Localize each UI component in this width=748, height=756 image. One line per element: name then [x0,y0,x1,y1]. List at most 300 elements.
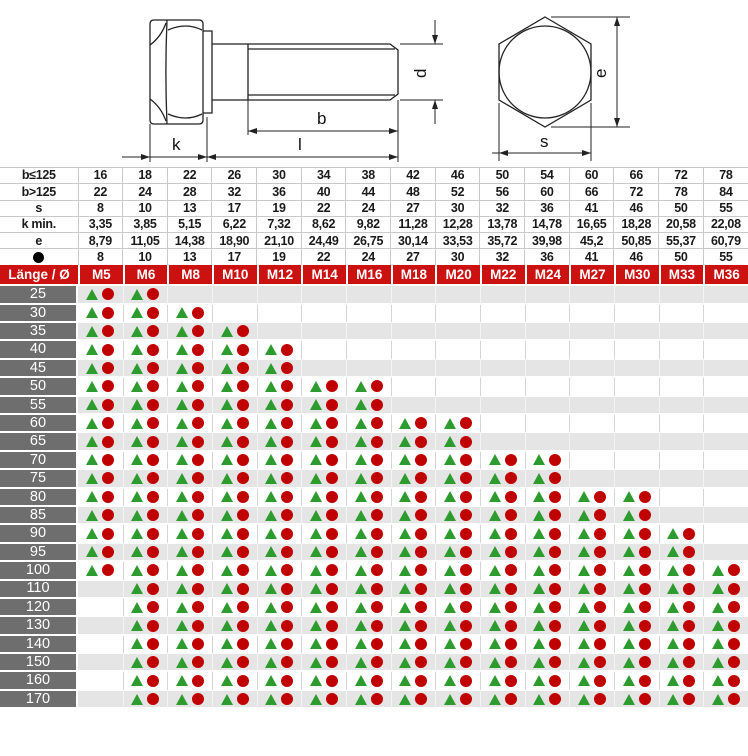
matrix-row-120 [0,599,748,617]
availability-cell-filled [123,341,168,359]
matrix-col-header-m27: M27 [569,265,614,286]
availability-cell-filled [301,599,346,617]
red-circle-marker-icon [102,399,114,411]
red-circle-marker-icon [102,307,114,319]
green-triangle-marker-icon [221,454,233,465]
matrix-row-90 [0,525,748,543]
spec-value: 28 [167,184,212,200]
availability-cell-filled [703,617,748,635]
availability-cell-filled [257,544,302,562]
green-triangle-marker-icon [399,528,411,539]
green-triangle-marker-icon [265,638,277,649]
length-label: 75 [0,470,78,488]
green-triangle-marker-icon [86,510,98,521]
red-circle-marker-icon [549,454,561,466]
red-circle-marker-icon [192,307,204,319]
availability-cell-filled [525,525,570,543]
green-triangle-marker-icon [265,657,277,668]
arrowhead [389,154,398,160]
red-circle-marker-icon [415,693,427,705]
green-triangle-marker-icon [310,638,322,649]
availability-cell-filled [525,672,570,690]
red-circle-marker-icon [549,601,561,613]
availability-cell-filled [78,507,123,525]
red-circle-marker-icon [371,601,383,613]
red-circle-marker-icon [594,620,606,632]
availability-cell-filled [703,636,748,654]
red-circle-marker-icon [683,601,695,613]
availability-cell-filled [123,323,168,341]
availability-cell-filled [525,691,570,709]
length-label: 85 [0,507,78,525]
red-circle-marker-icon [192,472,204,484]
red-circle-marker-icon [281,362,293,374]
spec-value: 19 [257,249,302,265]
availability-cell-empty [78,581,123,599]
availability-cell-filled [167,378,212,396]
green-triangle-marker-icon [86,399,98,410]
availability-cell-filled [525,544,570,562]
availability-cell-empty [480,305,525,323]
red-circle-marker-icon [147,472,159,484]
availability-cell-empty [659,378,704,396]
red-circle-marker-icon [192,656,204,668]
availability-cell-empty [78,691,123,709]
green-triangle-marker-icon [176,602,188,613]
spec-value: 27 [391,200,436,216]
green-triangle-marker-icon [176,675,188,686]
red-circle-marker-icon [460,509,472,521]
red-circle-marker-icon [147,528,159,540]
availability-cell-filled [123,672,168,690]
availability-cell-filled [435,617,480,635]
green-triangle-marker-icon [623,657,635,668]
availability-cell-filled [301,433,346,451]
availability-cell-filled [212,581,257,599]
availability-cell-filled [257,433,302,451]
availability-cell-empty [78,636,123,654]
availability-cell-filled [525,654,570,672]
green-triangle-marker-icon [667,528,679,539]
length-label: 90 [0,525,78,543]
availability-cell-empty [569,433,614,451]
dimension-label-d: d [411,68,430,78]
red-circle-marker-icon [237,675,249,687]
matrix-col-header-m16: M16 [346,265,391,286]
green-triangle-marker-icon [623,510,635,521]
green-triangle-marker-icon [489,657,501,668]
availability-cell-empty [346,286,391,304]
spec-row-label-k-min: k min. [0,216,78,232]
availability-cell-filled [257,415,302,433]
green-triangle-marker-icon [265,381,277,392]
green-triangle-marker-icon [355,473,367,484]
red-circle-marker-icon [505,638,517,650]
green-triangle-marker-icon [399,638,411,649]
green-triangle-marker-icon [533,602,545,613]
red-circle-marker-icon [237,380,249,392]
availability-cell-filled [212,617,257,635]
availability-cell-filled [78,452,123,470]
availability-cell-filled [346,415,391,433]
length-label: 35 [0,323,78,341]
green-triangle-marker-icon [221,546,233,557]
spec-value: 22 [167,168,212,184]
availability-cell-filled [480,617,525,635]
red-circle-marker-icon [371,380,383,392]
availability-cell-filled [614,544,659,562]
length-label: 120 [0,599,78,617]
red-circle-marker-icon [102,509,114,521]
availability-cell-filled [569,617,614,635]
spec-row-b-le-125 [0,168,748,184]
availability-cell-filled [569,581,614,599]
availability-cell-empty [257,305,302,323]
green-triangle-marker-icon [399,454,411,465]
availability-cell-filled [614,672,659,690]
green-triangle-marker-icon [310,565,322,576]
availability-cell-filled [435,507,480,525]
green-triangle-marker-icon [310,528,322,539]
red-circle-marker-icon [594,583,606,595]
green-triangle-marker-icon [221,583,233,594]
availability-cell-filled [123,507,168,525]
red-circle-marker-icon [505,546,517,558]
availability-cell-filled [435,581,480,599]
green-triangle-marker-icon [444,418,456,429]
red-circle-marker-icon [147,380,159,392]
red-circle-marker-icon [639,583,651,595]
red-circle-marker-icon [281,472,293,484]
red-circle-marker-icon [281,638,293,650]
green-triangle-marker-icon [86,344,98,355]
red-circle-marker-icon [371,638,383,650]
availability-cell-filled [480,654,525,672]
availability-cell-filled [257,507,302,525]
availability-cell-filled [123,617,168,635]
availability-cell-filled [614,599,659,617]
availability-cell-filled [659,672,704,690]
red-circle-marker-icon [505,675,517,687]
spec-value: 32 [212,184,257,200]
red-circle-marker-icon [281,344,293,356]
matrix-col-header-m22: M22 [480,265,525,286]
availability-cell-filled [435,415,480,433]
red-circle-marker-icon [237,472,249,484]
green-triangle-marker-icon [444,602,456,613]
green-triangle-marker-icon [310,694,322,705]
red-circle-marker-icon [505,509,517,521]
red-circle-marker-icon [192,436,204,448]
red-circle-marker-icon [505,491,517,503]
green-triangle-marker-icon [310,602,322,613]
availability-cell-filled [212,452,257,470]
red-circle-marker-icon [102,417,114,429]
red-circle-marker-icon [683,564,695,576]
red-circle-marker-icon [281,675,293,687]
red-circle-marker-icon [237,344,249,356]
red-circle-marker-icon [147,344,159,356]
availability-cell-filled [167,470,212,488]
green-triangle-marker-icon [578,546,590,557]
availability-cell-empty [257,286,302,304]
availability-cell-filled [301,525,346,543]
green-triangle-marker-icon [310,418,322,429]
spec-value: 78 [703,168,748,184]
bolt-head-chamfer-arc-top-right [168,26,202,30]
matrix-col-header-m12: M12 [257,265,302,286]
red-circle-marker-icon [594,601,606,613]
red-circle-marker-icon [639,656,651,668]
hexagon-outline [499,17,591,127]
availability-cell-filled [212,636,257,654]
availability-cell-filled [123,691,168,709]
availability-cell-empty [703,544,748,562]
red-circle-marker-icon [415,656,427,668]
spec-value: 35,72 [480,233,525,249]
spec-value: 84 [703,184,748,200]
spec-value: 72 [659,168,704,184]
spec-value: 48 [391,184,436,200]
green-triangle-marker-icon [444,528,456,539]
availability-cell-filled [167,617,212,635]
green-triangle-marker-icon [310,583,322,594]
green-triangle-marker-icon [176,528,188,539]
red-circle-marker-icon [505,620,517,632]
red-circle-marker-icon [192,583,204,595]
matrix-col-header-m8: M8 [167,265,212,286]
matrix-row-55 [0,397,748,415]
availability-cell-filled [391,452,436,470]
green-triangle-marker-icon [221,638,233,649]
availability-cell-filled [480,489,525,507]
availability-cell-empty [391,341,436,359]
bolt-head-chamfer-arc-top-left [150,23,166,45]
arrowhead [207,154,216,160]
availability-cell-filled [346,581,391,599]
red-circle-marker-icon [683,693,695,705]
red-circle-marker-icon [549,583,561,595]
availability-cell-filled [703,691,748,709]
availability-cell-empty [346,323,391,341]
green-triangle-marker-icon [667,638,679,649]
availability-cell-filled [435,489,480,507]
availability-cell-filled [391,525,436,543]
availability-cell-filled [78,397,123,415]
green-triangle-marker-icon [131,694,143,705]
red-circle-marker-icon [281,601,293,613]
green-triangle-marker-icon [86,326,98,337]
availability-cell-empty [614,360,659,378]
availability-cell-filled [167,323,212,341]
spec-value: 8 [78,249,123,265]
green-triangle-marker-icon [667,657,679,668]
red-circle-marker-icon [281,436,293,448]
availability-cell-filled [346,672,391,690]
red-circle-marker-icon [415,472,427,484]
availability-cell-empty [391,305,436,323]
green-triangle-marker-icon [667,602,679,613]
green-triangle-marker-icon [355,528,367,539]
green-triangle-marker-icon [310,510,322,521]
green-triangle-marker-icon [265,583,277,594]
red-circle-marker-icon [237,454,249,466]
availability-cell-filled [703,562,748,580]
green-triangle-marker-icon [444,657,456,668]
red-circle-marker-icon [683,546,695,558]
availability-cell-filled [123,636,168,654]
green-triangle-marker-icon [131,326,143,337]
availability-cell-empty [569,323,614,341]
availability-cell-filled [257,654,302,672]
green-triangle-marker-icon [489,528,501,539]
availability-cell-filled [614,581,659,599]
red-circle-marker-icon [415,583,427,595]
green-triangle-marker-icon [176,694,188,705]
red-circle-marker-icon [237,417,249,429]
red-circle-marker-icon [147,693,159,705]
availability-cell-empty [78,672,123,690]
availability-cell-empty [301,341,346,359]
red-circle-marker-icon [415,454,427,466]
availability-cell-filled [301,544,346,562]
availability-cell-filled [435,672,480,690]
availability-cell-filled [391,562,436,580]
green-triangle-marker-icon [265,473,277,484]
availability-cell-filled [346,489,391,507]
green-triangle-marker-icon [623,602,635,613]
availability-cell-filled [346,507,391,525]
red-circle-marker-icon [192,601,204,613]
availability-cell-filled [480,470,525,488]
green-triangle-marker-icon [265,510,277,521]
availability-cell-empty [569,415,614,433]
matrix-col-header-m18: M18 [391,265,436,286]
green-triangle-marker-icon [355,546,367,557]
red-circle-marker-icon [147,638,159,650]
green-triangle-marker-icon [712,565,724,576]
matrix-row-30 [0,305,748,323]
green-triangle-marker-icon [667,565,679,576]
green-triangle-marker-icon [265,602,277,613]
red-circle-marker-icon [415,564,427,576]
green-triangle-marker-icon [131,583,143,594]
red-circle-marker-icon [415,601,427,613]
availability-cell-filled [78,470,123,488]
spec-value: 66 [614,168,659,184]
red-circle-marker-icon [639,509,651,521]
red-circle-marker-icon [728,638,740,650]
spec-row-label-wrench [0,249,78,265]
availability-cell-filled [212,562,257,580]
green-triangle-marker-icon [712,583,724,594]
length-label: 130 [0,617,78,635]
red-circle-marker-icon [147,436,159,448]
availability-cell-filled [167,636,212,654]
red-circle-marker-icon [728,583,740,595]
availability-cell-empty [525,305,570,323]
availability-cell-empty [480,323,525,341]
availability-cell-empty [614,305,659,323]
red-circle-marker-icon [326,454,338,466]
availability-cell-filled [391,599,436,617]
green-triangle-marker-icon [221,344,233,355]
green-triangle-marker-icon [131,675,143,686]
green-triangle-marker-icon [265,694,277,705]
green-triangle-marker-icon [221,657,233,668]
green-triangle-marker-icon [86,565,98,576]
red-circle-marker-icon [549,528,561,540]
red-circle-marker-icon [326,546,338,558]
green-triangle-marker-icon [355,510,367,521]
availability-cell-filled [167,360,212,378]
dimension-s [492,103,591,161]
green-triangle-marker-icon [176,620,188,631]
green-triangle-marker-icon [533,657,545,668]
availability-cell-empty [525,286,570,304]
availability-cell-empty [435,378,480,396]
green-triangle-marker-icon [176,363,188,374]
spec-value: 10 [123,200,168,216]
availability-cell-filled [301,415,346,433]
red-circle-marker-icon [639,675,651,687]
availability-cell-empty [480,433,525,451]
length-label: 140 [0,636,78,654]
availability-cell-filled [123,470,168,488]
green-triangle-marker-icon [444,454,456,465]
red-circle-marker-icon [192,693,204,705]
red-circle-marker-icon [192,454,204,466]
red-circle-marker-icon [371,656,383,668]
green-triangle-marker-icon [265,675,277,686]
availability-cell-filled [212,691,257,709]
red-circle-marker-icon [281,656,293,668]
spec-value: 46 [614,200,659,216]
spec-value: 50,85 [614,233,659,249]
availability-cell-empty [525,360,570,378]
availability-cell-filled [391,433,436,451]
red-circle-marker-icon [326,436,338,448]
red-circle-marker-icon [371,472,383,484]
availability-cell-filled [525,470,570,488]
spec-value: 40 [301,184,346,200]
red-circle-marker-icon [594,693,606,705]
green-triangle-marker-icon [221,381,233,392]
spec-value: 72 [614,184,659,200]
availability-cell-filled [123,378,168,396]
green-triangle-marker-icon [176,418,188,429]
availability-cell-empty [614,323,659,341]
red-circle-marker-icon [594,656,606,668]
green-triangle-marker-icon [176,381,188,392]
green-triangle-marker-icon [176,638,188,649]
red-circle-marker-icon [460,472,472,484]
availability-cell-filled [614,489,659,507]
availability-cell-filled [525,562,570,580]
spec-value: 22,08 [703,216,748,232]
availability-cell-filled [212,415,257,433]
red-circle-marker-icon [237,399,249,411]
availability-cell-empty [525,378,570,396]
green-triangle-marker-icon [131,473,143,484]
green-triangle-marker-icon [176,454,188,465]
green-triangle-marker-icon [265,620,277,631]
availability-cell-filled [212,397,257,415]
spec-value: 24 [346,200,391,216]
spec-value: 21,10 [257,233,302,249]
red-circle-marker-icon [549,675,561,687]
availability-cell-filled [391,691,436,709]
